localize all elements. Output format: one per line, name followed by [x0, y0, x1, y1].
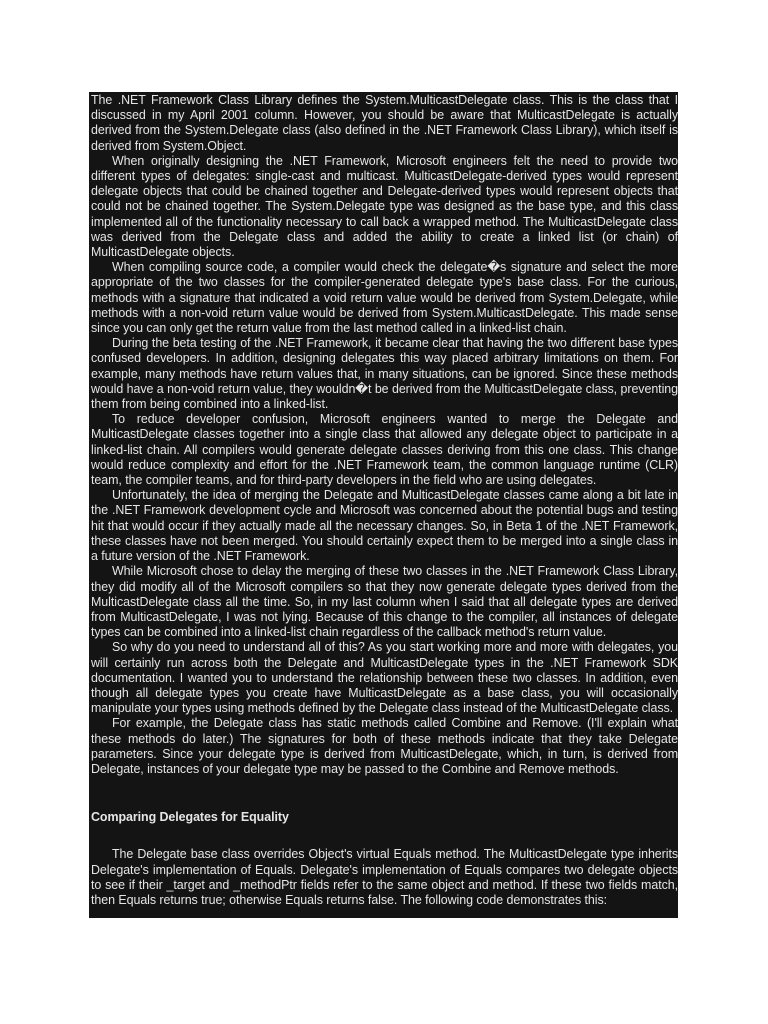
paragraph-2: When originally designing the .NET Framework, Microsoft engineers felt the need to provide two different types of delegates: single-cast and multicast. MulticastDelegate-derived types would represent delegate objects that could be chained together and Delegate-derived types would represent objects that could not be chained together. The System.Delegate type was designed as the base type, and this class implemented all of the functionality necessary to call back a wrapped method. The MulticastDelegate class was derived from the Delegate class and added the ability to create a linked list (or chain) of MulticastDelegate objects. — [91, 153, 678, 260]
heading-spacer — [91, 825, 678, 847]
paragraph-6: Unfortunately, the idea of merging the Delegate and MulticastDelegate classes came along a bit late in the .NET Framework development cycle and Microsoft was concerned about the potential bugs and testing hit that would occur if they actually made all the necessary changes. So, in Beta 1 of the .NET Framework, these classes have not been merged. You should certainly expect them to be merged into a single class in a future version of the .NET Framework. — [91, 488, 678, 564]
paragraph-3: When compiling source code, a compiler would check the delegate�s signature and select the more appropriate of the two classes for the compiler-generated delegate type's base class. For the curious, methods with a signature that indicated a void return value would be derived from System.Delegate, while methods with a non-void return value would be derived from System.MulticastDelegate. This made sense since you can only get the return value from the last method called in a linked-list chain. — [91, 260, 678, 336]
section-heading: Comparing Delegates for Equality — [91, 810, 289, 825]
article-text-block — [89, 92, 678, 918]
paragraph-1: The .NET Framework Class Library defines the System.MulticastDelegate class. This is the class that I discussed in my April 2001 column. However, you should be aware that MulticastDelegate is actually derived from the System.Delegate class (also defined in the .NET Framework Class Library), which itself is derived from System.Object. — [91, 93, 678, 153]
paragraph-9: For example, the Delegate class has static methods called Combine and Remove. (I'll explain what these methods do later.) The signatures for both of these methods indicate that they take Delegate parameters. Since your delegate type is derived from MulticastDelegate, which, in turn, is derived from Delegate, instances of your delegate type may be passed to the Combine and Remove methods. — [91, 716, 678, 776]
paragraph-4: During the beta testing of the .NET Framework, it became clear that having the two different base types confused developers. In addition, designing delegates this way placed arbitrary limitations on them. For example, many methods have return values that, in many situations, can be ignored. Since these methods would have a non-void return value, they wouldn�t be derived from the MulticastDelegate class, preventing them from being combined into a linked-list. — [91, 336, 678, 412]
paragraph-5: To reduce developer confusion, Microsoft engineers wanted to merge the Delegate and MulticastDelegate classes together into a single class that allowed any delegate object to participate in a linked-list chain. All compilers would generate delegate classes deriving from this one class. This change would reduce complexity and effort for the .NET Framework team, the common language runtime (CLR) team, the compiler teams, and for third-party developers in the field who are using delegates. — [91, 412, 678, 488]
paragraph-10: The Delegate base class overrides Object's virtual Equals method. The MulticastDelegate type inherits Delegate's implementation of Equals. Delegate's implementation of Equals compares two delegate objects to see if their _target and _methodPtr fields refer to the same object and method. If these two fields match, then Equals returns true; otherwise Equals returns false. The following code demonstrates this: — [91, 847, 678, 907]
paragraph-8: So why do you need to understand all of this? As you start working more and more with delegates, you will certainly run across both the Delegate and MulticastDelegate types in the .NET Framework SDK documentation. I wanted you to understand the relationship between these two classes. In addition, even though all delegate types you create have MulticastDelegate as a base class, you will occasionally manipulate your types using methods defined by the Delegate class instead of the MulticastDelegate class. — [91, 640, 678, 716]
paragraph-7: While Microsoft chose to delay the merging of these two classes in the .NET Framework Class Library, they did modify all of the Microsoft compilers so that they now generate delegate types derived from the MulticastDelegate class all the time. So, in my last column when I said that all delegate types are derived from MulticastDelegate, I was not lying. Because of this change to the compiler, all instances of delegate types can be combined into a linked-list chain regardless of the callback method's return value. — [91, 564, 678, 640]
